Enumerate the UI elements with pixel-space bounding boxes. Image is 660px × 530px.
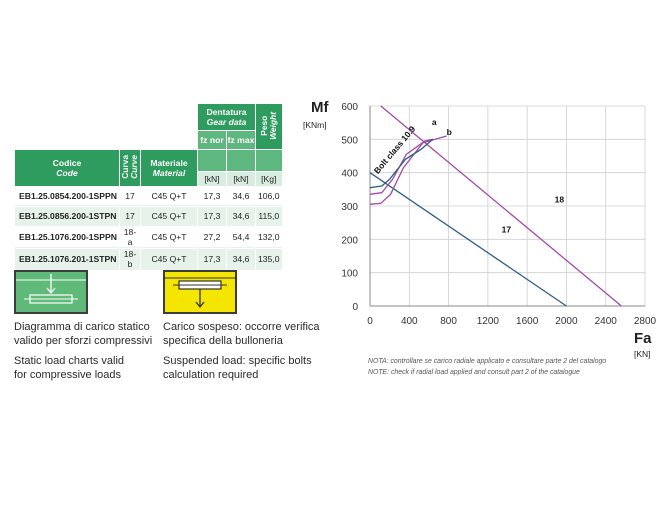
- curve-label-17: 17: [501, 224, 512, 235]
- row-code: EB1.25.1076.201-1STPN: [15, 249, 119, 270]
- curve-label-b: b: [446, 127, 452, 137]
- curve-label-a: a: [431, 117, 437, 127]
- row-material: C45 Q+T: [141, 227, 197, 248]
- row-fz-max: 34,6: [227, 207, 255, 226]
- unit-kn: [kN]: [198, 172, 226, 186]
- x-axis-label: Fa: [634, 330, 652, 347]
- x-tick-label: 1600: [516, 316, 539, 327]
- x-tick-label: 2800: [633, 316, 657, 327]
- y-tick-label: 100: [341, 268, 358, 280]
- row-weight: 132,0: [256, 227, 282, 248]
- row-curve: 18-a: [120, 227, 140, 248]
- y-axis-label: Mf: [311, 99, 329, 116]
- static-load-caption: Diagramma di carico statico valido per sforzi compressivi: [14, 321, 153, 347]
- unit-kg: [Kg]: [256, 172, 282, 186]
- row-fz-nor: 17,3: [198, 187, 226, 206]
- row-curve: 18-b: [120, 249, 140, 270]
- row-fz-nor: 27,2: [198, 227, 226, 248]
- row-material: C45 Q+T: [141, 249, 197, 270]
- row-weight: 106,0: [256, 187, 282, 206]
- row-fz-max: 54,4: [227, 227, 255, 248]
- weight-header: Peso Weight: [256, 104, 282, 149]
- row-code: EB1.25.0856.200-1STPN: [15, 207, 119, 226]
- row-fz-nor: 17,3: [198, 249, 226, 270]
- x-tick-label: 400: [400, 316, 418, 327]
- y-axis-unit: [KNm]: [303, 120, 327, 130]
- gear-data-header: Dentatura Gear data: [198, 104, 255, 130]
- row-weight: 115,0: [256, 207, 282, 226]
- x-tick-label: 1200: [476, 316, 499, 327]
- note-en: NOTE: check if radial load applied and consult part 2 of the catalogue: [368, 369, 580, 376]
- fz-max-header: fz max: [227, 131, 255, 149]
- y-tick-label: 0: [352, 302, 358, 313]
- row-weight: 135,0: [256, 249, 282, 270]
- curve-label-18: 18: [554, 194, 565, 205]
- x-tick-label: 2400: [594, 316, 617, 327]
- row-fz-max: 34,6: [227, 187, 255, 206]
- y-tick-label: 300: [341, 202, 358, 213]
- static-load-caption-en: Static load charts valid for compressive loads: [14, 355, 125, 381]
- row-fz-nor: 17,3: [198, 207, 226, 226]
- unit-kn: [kN]: [227, 172, 255, 186]
- y-tick-label: 400: [341, 168, 358, 180]
- suspended-load-caption: Carico sospeso: occorre verifica specifica della bulloneria: [163, 321, 320, 347]
- suspended-load-caption-en: Suspended load: specific bolts calculation required: [163, 355, 312, 381]
- row-fz-max: 34,6: [227, 249, 255, 270]
- row-code: EB1.25.0854.200-1SPPN: [15, 187, 119, 206]
- y-tick-label: 500: [341, 135, 358, 147]
- x-axis-unit: [KN]: [634, 349, 651, 359]
- row-material: C45 Q+T: [141, 187, 197, 206]
- x-tick-label: 0: [367, 316, 373, 327]
- curve-label-bolt-class: Bolt class 10.9: [371, 123, 418, 176]
- row-curve: 17: [120, 207, 140, 226]
- curve-header: Curva Curve: [120, 150, 140, 186]
- row-curve: 17: [120, 187, 140, 206]
- note-it: NOTA: controllare se carico radiale applicato e consultare parte 2 del catalogo: [368, 358, 607, 365]
- y-tick-label: 200: [341, 235, 358, 247]
- row-material: C45 Q+T: [141, 207, 197, 226]
- x-tick-label: 800: [440, 316, 457, 327]
- code-header: Codice Code: [15, 150, 119, 186]
- material-header: Materiale Material: [141, 150, 197, 186]
- x-tick-label: 2000: [555, 316, 578, 327]
- y-tick-label: 600: [341, 102, 358, 113]
- fz-nor-header: fz nor: [198, 131, 226, 149]
- row-code: EB1.25.1076.200-1SPPN: [15, 227, 119, 248]
